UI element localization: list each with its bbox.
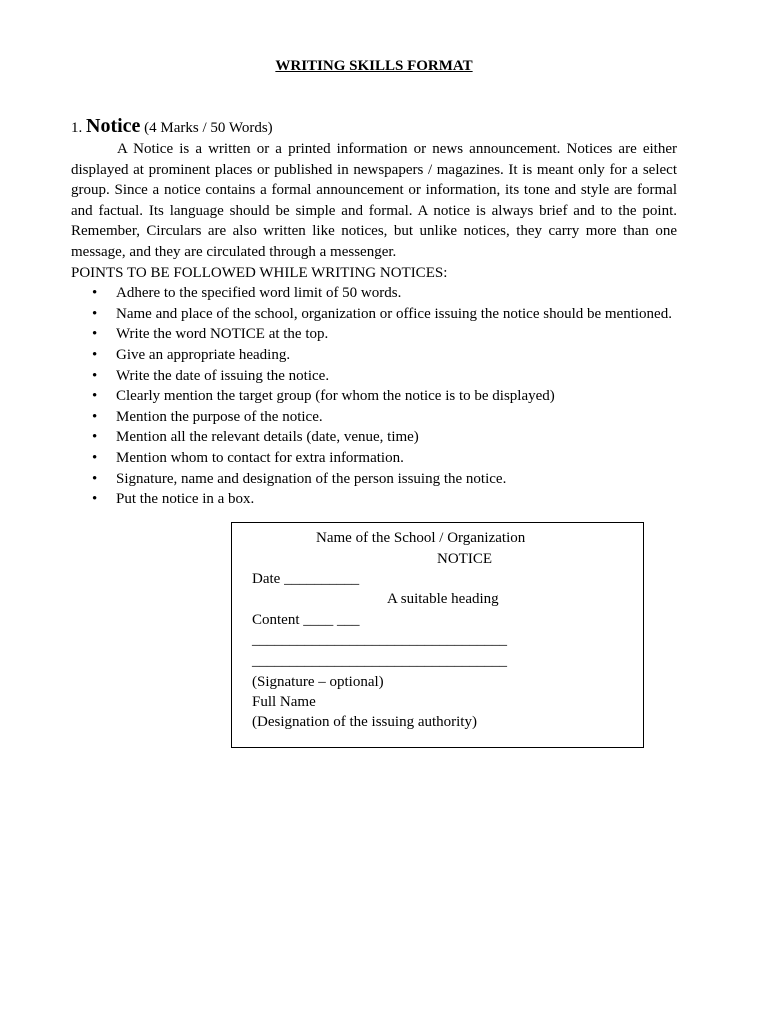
list-item [71,304,677,325]
bullet-icon: • [92,449,98,466]
section-heading [71,116,677,138]
list-item [71,386,677,407]
notice-content: Content ____ ___ [252,612,360,628]
list-item-text: Give an appropriate heading. [116,346,291,363]
list-item [71,469,677,490]
bullet-icon: • [92,429,98,446]
bullet-icon: • [92,367,98,384]
list-item-text: Clearly mention the target group (for whom the notice is to be displayed) [116,388,555,405]
notice-heading: A suitable heading [387,591,499,607]
list-item-text: Adhere to the specified word limit of 50 words. [116,285,402,302]
notice-word: NOTICE [437,551,492,567]
list-item [71,283,677,304]
list-item-text: Mention all the relevant details (date, venue, time) [116,429,419,446]
notice-designation: (Designation of the issuing authority) [252,714,477,730]
list-item-text: Signature, name and designation of the person issuing the notice. [116,470,507,487]
bullet-icon: • [92,285,98,302]
bullet-icon: • [92,346,98,363]
list-item [71,366,677,387]
bullet-icon: • [92,326,98,343]
page-title: WRITING SKILLS FORMAT [275,58,473,74]
list-item [71,427,677,448]
document-page [71,56,677,510]
list-item [71,489,677,510]
section-number: 1. [71,120,83,136]
notice-organization: Name of the School / Organization [316,530,526,546]
list-item-text: Write the date of issuing the notice. [116,367,330,384]
list-item [71,345,677,366]
points-list [71,283,677,510]
notice-description: A Notice is a written or a printed information or news announcement. Notices are either displayed at prominent places or published in newspapers / magazines. It is meant only for a select group. Since a notice contains a formal announcement or information, its tone and style are formal and factual. Its language should be simple and formal. A notice is always brief and to the point. Remember, Circulars are also written like notices, but unlike notices, they carry more than one message, and they are circulated through a messenger. [71,141,677,260]
list-item-text: Mention the purpose of the notice. [116,408,323,425]
list-item-text: Mention whom to contact for extra information. [116,449,404,466]
bullet-icon: • [92,470,98,487]
section-marks: (4 Marks / 50 Words) [144,120,273,136]
list-item [71,407,677,428]
notice-format-box [231,522,644,748]
bullet-icon: • [92,305,98,322]
list-item [71,324,677,345]
bullet-icon: • [92,408,98,425]
list-item-text: Put the notice in a box. [116,491,255,508]
bullet-icon: • [92,388,98,405]
notice-signature: (Signature – optional) [252,674,384,690]
list-item-text: Write the word NOTICE at the top. [116,326,329,343]
points-title: POINTS TO BE FOLLOWED WHILE WRITING NOTICES: [71,264,448,281]
notice-blank-line: __________________________________ [252,632,507,648]
list-item [71,448,677,469]
bullet-icon: • [92,491,98,508]
notice-date: Date __________ [252,571,360,587]
list-item-text: Name and place of the school, organization or office issuing the notice should be mentioned. [116,305,672,322]
section-name: Notice [86,115,141,137]
notice-blank-line: __________________________________ [252,653,507,669]
notice-full-name: Full Name [252,694,316,710]
